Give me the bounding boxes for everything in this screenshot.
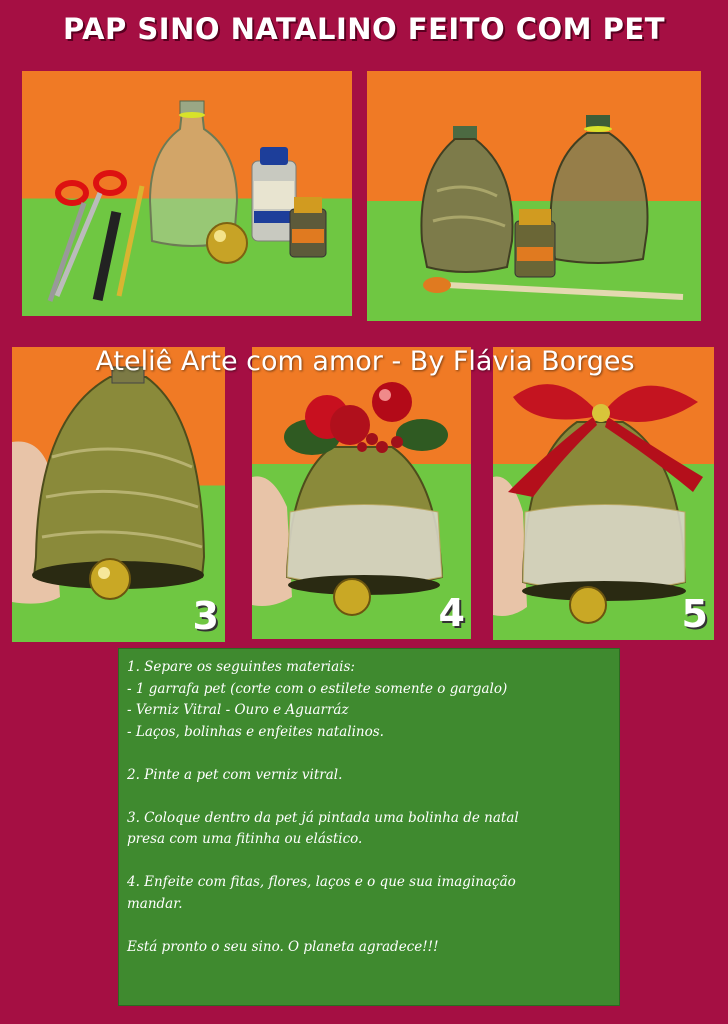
gold-ornament-inside xyxy=(90,559,130,599)
painted-bottles-photo xyxy=(367,71,701,321)
varnish-jar xyxy=(290,197,326,257)
paint-brush xyxy=(119,186,142,296)
step-number: 5 xyxy=(681,592,708,636)
gold-ornament-inside xyxy=(570,587,606,623)
gold-ornament xyxy=(207,223,247,263)
gold-bell-shell xyxy=(34,377,204,585)
silver-ribbon xyxy=(287,505,442,586)
paint-brush-2 xyxy=(423,277,683,297)
step-5-photo xyxy=(493,347,714,640)
varnish-jar-2 xyxy=(515,209,555,277)
step-number: 4 xyxy=(438,591,465,635)
painted-bottle-left xyxy=(421,126,512,272)
step-3-text: 3. Coloque dentro da pet já pintada uma bolinha de natal xyxy=(127,809,519,826)
watermark: Ateliê Arte com amor - By Flávia Borges xyxy=(95,346,635,377)
gold-ornament-inside xyxy=(334,579,370,615)
material-item: - Verniz Vitral - Ouro e Aguarráz xyxy=(127,702,349,718)
instructions-panel xyxy=(118,648,620,1006)
box-cutter xyxy=(93,211,121,301)
material-item: - Laços, bolinhas e enfeites natalinos. xyxy=(127,723,384,740)
aguarras-bottle xyxy=(252,147,296,241)
step-4-text-cont: mandar. xyxy=(127,895,183,912)
step-1-heading: 1. Separe os seguintes materiais: xyxy=(127,659,355,675)
silver-ribbon xyxy=(523,505,685,591)
step-3-photo xyxy=(12,347,225,642)
closing-text: Está pronto o seu sino. O planeta agradece!!! xyxy=(127,938,439,955)
materials-photo xyxy=(22,71,352,316)
step-3-text-cont: presa com uma fitinha ou elástico. xyxy=(127,831,363,847)
page-title: PAP SINO NATALINO FEITO COM PET xyxy=(63,12,665,46)
step-4-text: 4. Enfeite com fitas, flores, laços e o que sua imaginação xyxy=(127,874,516,890)
step-2-text: 2. Pinte a pet com verniz vitral. xyxy=(127,766,343,783)
step-4-photo xyxy=(252,347,471,639)
painted-bottle-right xyxy=(551,115,648,263)
christmas-flower-decoration xyxy=(284,382,448,455)
step-number: 3 xyxy=(192,594,219,638)
material-item: - 1 garrafa pet (corte com o estilete somente o gargalo) xyxy=(127,680,508,697)
